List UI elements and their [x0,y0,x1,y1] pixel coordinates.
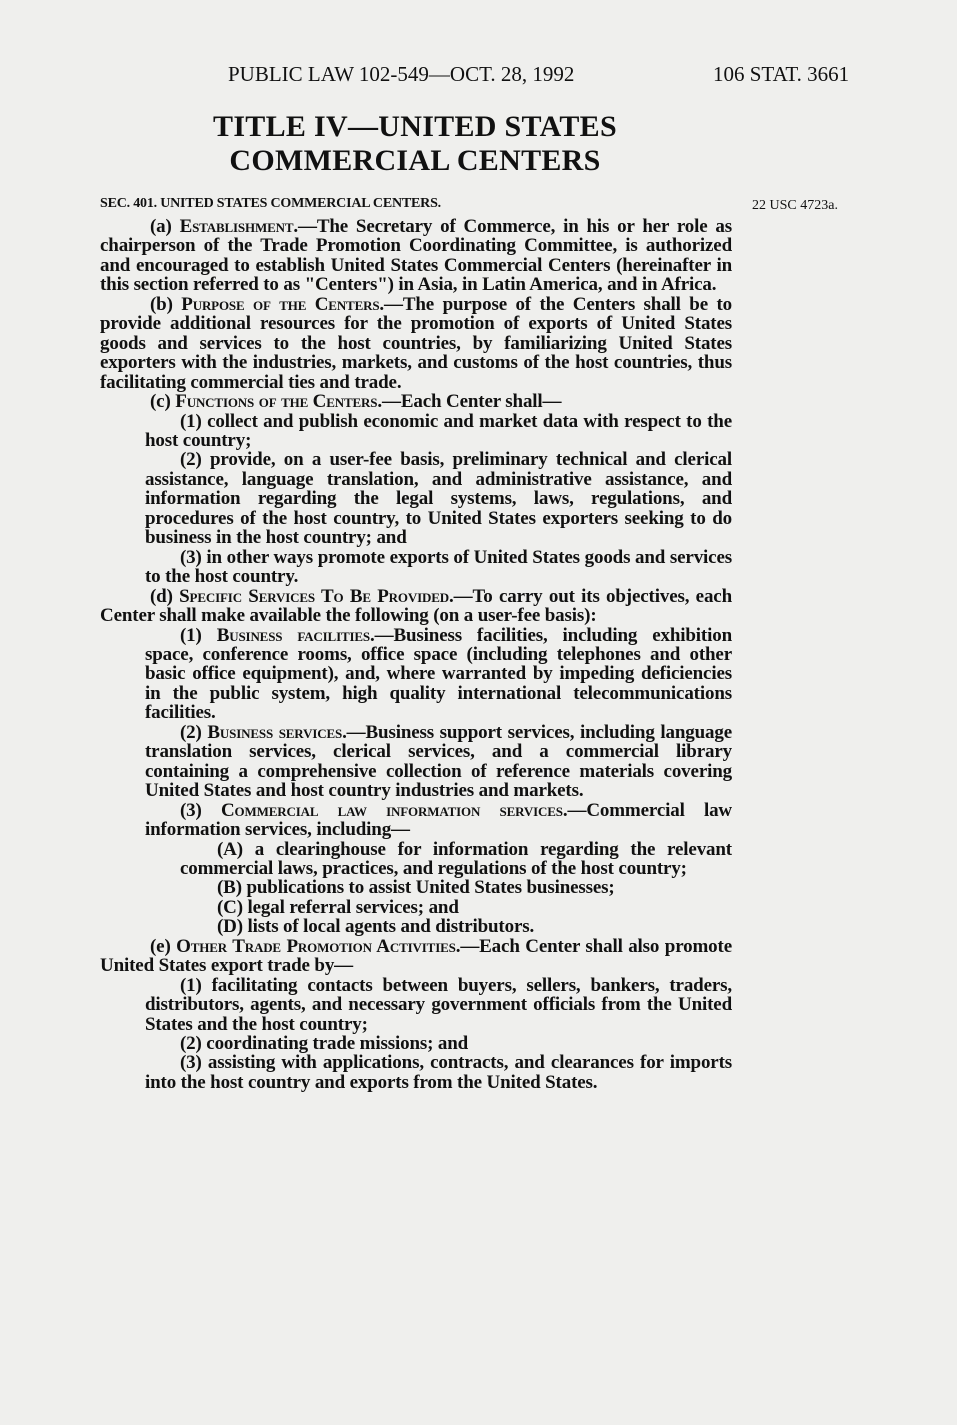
label: (1) [180,624,217,646]
subsection-b [100,295,732,392]
sub-list-item: (A) a clearinghouse for information regarding the relevant commercial laws, practices, and regulations of the host country; [180,838,732,879]
list-item [100,801,732,840]
item-heading: Business facilities. [216,624,375,646]
label: (3) [180,799,221,821]
paragraph-text: —To carry out its objectives, each Center shall make available the following (on a user-fee basis): [100,585,733,627]
label: (a) [150,216,180,237]
item-heading: Commercial law information services. [220,799,568,821]
subsection-d [100,587,732,626]
paragraph-text: —The purpose of the Centers shall be to provide additional resources for the promotion of exports of United States goods and services to the host countries, by familiarizing United States exporters with the industries, markets, and customs of the host countries, thus facilitating commercial ties and trade. [100,293,732,393]
list-item: (2) provide, on a user-fee basis, preliminary technical and clerical assistance, language translation, and administrative assistance, and information regarding the legal systems, laws, regulations, and procedures of the host country, to United States exporters seeking to do business in the host country; and [145,449,732,549]
subsection-heading: Establishment. [179,216,298,237]
margin-note: 22 USC 4723a. [752,198,838,213]
sub-list-item: (B) publications to assist United States businesses; [217,877,615,899]
subsection-a [100,217,732,295]
subsection-heading: Specific Services To Be Provided. [179,585,454,607]
title-line-2: COMMERCIAL CENTERS [229,144,601,177]
sub-list-item: (C) legal referral services; and [217,896,459,918]
label: (c) [150,391,176,413]
list-item: (1) facilitating contacts between buyers, sellers, bankers, traders, distributors, agents, and necessary government officials from the United States and the host country; [145,974,732,1035]
title-line-1: TITLE IV—UNITED STATES [213,110,617,143]
section-body [100,217,732,1092]
section-heading: SEC. 401. UNITED STATES COMMERCIAL CENTERS. [100,196,441,211]
paragraph-text: —Each Center shall also promote United States export trade by— [100,935,732,977]
item-text: —Business support services, including language translation services, clerical services, and a commercial library containing a comprehensive collection of reference materials covering United States and host country industries and markets. [145,721,732,802]
subsection-c [100,392,732,411]
item-text: —Commercial law information services, including— [145,799,733,841]
list-item: (2) coordinating trade missions; and [180,1033,469,1055]
label: (2) [180,721,208,743]
label: (b) [150,293,182,315]
header-law-citation: PUBLIC LAW 102-549—OCT. 28, 1992 [228,62,575,86]
list-item: (3) in other ways promote exports of United States goods and services to the host country. [145,546,732,588]
item-heading: Business services. [207,721,347,743]
list-item: (1) collect and publish economic and market data with respect to the host country; [145,410,732,451]
sub-list-item: (D) lists of local agents and distributors. [217,916,535,938]
paragraph-text: —Each Center shall— [381,391,562,413]
header-page-number: 106 STAT. 3661 [713,62,850,86]
list-item [100,723,732,801]
list-item: (3) assisting with applications, contracts, and clearances for imports into the host country and exports from the United States. [145,1052,732,1093]
list-item [100,626,732,723]
subsection-heading: Purpose of the Centers. [181,293,385,315]
item-text: —Business facilities, including exhibition space, conference rooms, office space (including telephones and other basic office equipment), and, where warranted by impeding deficiencies in the public system, high quality international telecommunications facilities. [145,624,732,724]
label: (e) [150,935,177,957]
subsection-e [100,937,732,976]
paragraph-text: —The Secretary of Commerce, in his or her role as chairperson of the Trade Promotion Coordinating Committee, is authorized and encouraged to establish United States Commercial Centers (hereinafter in this section referred to as "Centers") in Asia, in Latin America, and in Africa. [100,216,732,296]
subsection-heading: Other Trade Promotion Activities. [176,935,461,957]
label: (d) [150,585,180,607]
running-header [0,62,957,92]
subsection-heading: Functions of the Centers. [175,391,382,413]
title-heading [100,110,730,178]
